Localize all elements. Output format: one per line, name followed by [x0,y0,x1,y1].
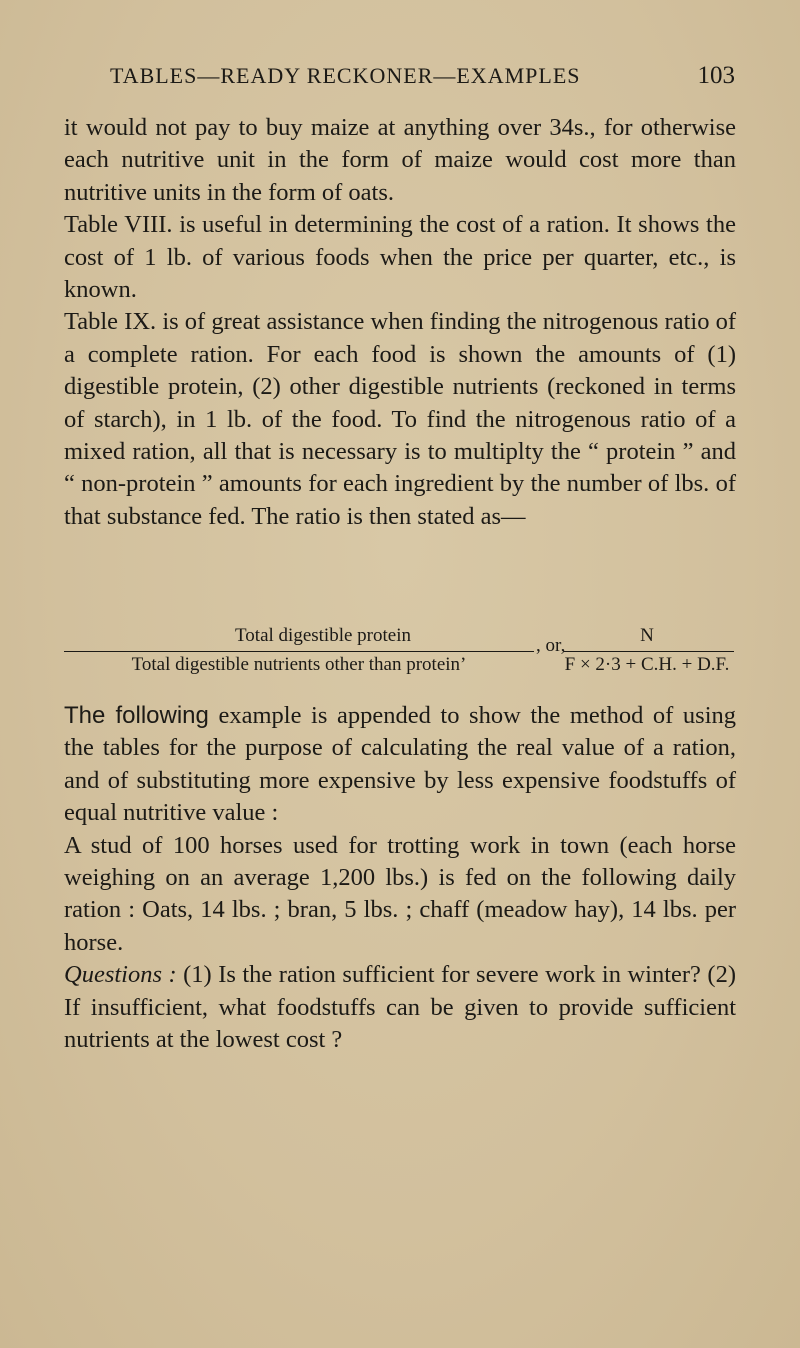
formula-right-numerator: N [640,625,654,646]
nitrogenous-ratio-formula [64,625,736,689]
paragraph-2: Table VIII. is useful in determining the cost of a ration. It shows the cost of 1 lb. of various foods when the price per quarter, etc., is known. [64,211,736,304]
paragraph-6 [64,959,736,1056]
formula-left-fraction-bar [64,651,534,652]
running-head [110,62,735,90]
body-text-upper [64,112,736,533]
paragraph-3: Table IX. is of great assistance when finding the nitrogenous ratio of a complete ration. For each food is shown the amounts of (1) digestible protein, (2) other digestible nutrients (reckoned in terms of starch), in 1 lb. of the food. To find the nitrogenous ratio of a mixed ration, all that is necessary is to multiplty the “ protein ” and “ non-protein ” amounts for each ingredient by the number of lbs. of that substance fed. The ratio is then stated as— [64,308,736,530]
formula-left-denominator: Total digestible nutrients other than protein’ [131,654,467,675]
formula-right-denominator: F × 2·3 + C.H. + D.F. [564,654,730,675]
body-text-lower [64,700,736,1056]
paragraph-4-rest: example is appended to show the method of using the tables for the purpose of calculating the real value of a ration, and of substituting more expensive by less expensive foodstuffs of equal nutritive value : [64,702,736,827]
paragraph-5: A stud of 100 horses used for trotting work in town (each horse weighing on an average 1,200 lbs.) is fed on the following daily ration : Oats, 14 lbs. ; bran, 5 lbs. ; chaff (meadow hay), 14 lbs. per horse. [64,831,736,956]
paragraph-4 [64,700,736,830]
page-number: 103 [697,62,735,89]
paragraph-1: it would not pay to buy maize at anything over 34s., for otherwise each nutritive unit in the form of maize would cost more than nutritive units in the form of oats. [64,114,736,206]
running-title: TABLES—READY RECKONER—EXAMPLES [110,63,581,88]
questions-text: (1) Is the ration sufficient for severe work in winter? (2) If insufficient, what foodstuffs can be given to provide sufficient nutrients at the lowest cost ? [64,961,736,1054]
formula-left-numerator: Total digestible protein [235,625,411,646]
paragraph-4-lead: The following [64,702,209,729]
formula-separator: , or, [536,635,566,656]
formula-right-fraction-bar [564,651,734,652]
questions-label: Questions : [64,961,177,989]
